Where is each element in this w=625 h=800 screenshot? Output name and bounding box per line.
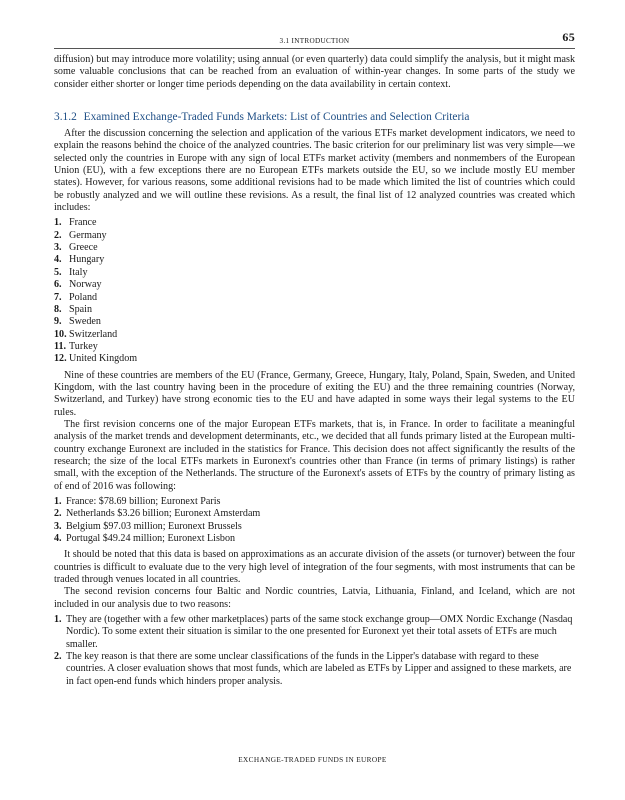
list-text: Germany bbox=[69, 229, 107, 241]
section-title: Examined Exchange-Traded Funds Markets: List of Countries and Selection Criteria bbox=[83, 111, 470, 124]
running-head bbox=[54, 30, 575, 46]
list-number: 12. bbox=[54, 353, 67, 365]
list-number: 4. bbox=[54, 254, 62, 266]
country-list-item bbox=[54, 254, 575, 266]
list-number: 4. bbox=[54, 533, 62, 545]
list-number: 9. bbox=[54, 316, 62, 328]
list-text: Italy bbox=[69, 266, 88, 278]
paragraph-5: The second revision concerns four Baltic and Nordic countries, Latvia, Lithuania, Finland, and Iceland, which are not included in our analysis due to two reasons: bbox=[54, 586, 575, 610]
list-number: 7. bbox=[54, 291, 62, 303]
country-list-item bbox=[54, 267, 575, 279]
asset-list-item bbox=[54, 521, 575, 533]
asset-list-item bbox=[54, 533, 575, 545]
list-text: Spain bbox=[69, 303, 92, 315]
list-number: 6. bbox=[54, 279, 62, 291]
reason-list-item bbox=[54, 614, 575, 651]
list-text: France: $78.69 billion; Euronext Paris bbox=[66, 496, 221, 507]
list-number: 3. bbox=[54, 520, 62, 532]
list-text: Poland bbox=[69, 291, 98, 303]
list-text: Hungary bbox=[69, 254, 105, 266]
country-list-item bbox=[54, 304, 575, 316]
list-number: 2. bbox=[54, 229, 62, 241]
country-list bbox=[54, 217, 575, 365]
section-number: 3.1.2 bbox=[54, 111, 77, 124]
header-rule bbox=[54, 48, 575, 49]
country-list-item bbox=[54, 316, 575, 328]
asset-list-item bbox=[54, 508, 575, 520]
list-number: 8. bbox=[54, 303, 62, 315]
list-text: Switzerland bbox=[69, 328, 118, 340]
list-text: Greece bbox=[69, 242, 98, 254]
list-text: United Kingdom bbox=[69, 353, 138, 365]
country-list-item bbox=[54, 217, 575, 229]
paragraph-1: After the discussion concerning the selection and application of the various ETFs market development indicators, we need to explain the reasons behind the choice of the analyzed countries. The basic criterion for our preliminary list was very simple—we selected only the countries in Europe with any sign of local ETFs market activity (members and nonmembers of the European Union (EU), with a few exceptions there are no European ETFs markets outside the EU, so we include mostly EU member states). However, for various reasons, some additional revisions had to be made which limited the list of countries which could be robustly analyzed and we will outline these revisions. As a result, the final list of 12 analyzed countries was created which includes: bbox=[54, 128, 575, 214]
list-number: 11. bbox=[54, 340, 67, 352]
list-text: Netherlands $3.26 billion; Euronext Amsterdam bbox=[66, 508, 261, 520]
running-title: 3.1 INTRODUCTION bbox=[279, 37, 350, 45]
intro-paragraph: diffusion) but may introduce more volatility; using annual (or even quarterly) data could simplify the analysis, but it might mask some valuable conclusions that can be reached from an evaluation of within-year changes. In some parts of the study we consider either shorter or longer time periods depending on the data availability in certain context. bbox=[54, 54, 575, 90]
list-number: 2. bbox=[54, 651, 62, 663]
list-number: 1. bbox=[54, 614, 62, 626]
running-footer: EXCHANGE-TRADED FUNDS IN EUROPE bbox=[238, 755, 387, 764]
euronext-assets-list bbox=[54, 496, 575, 545]
page-number: 65 bbox=[562, 30, 575, 44]
asset-list-item bbox=[54, 496, 575, 508]
list-text: Portugal $49.24 million; Euronext Lisbon bbox=[66, 533, 236, 545]
list-number: 3. bbox=[54, 242, 62, 254]
reason-list-item bbox=[54, 651, 575, 688]
list-text: Norway bbox=[69, 279, 102, 291]
paragraph-2: Nine of these countries are members of the EU (France, Germany, Greece, Hungary, Italy, Poland, Spain, Sweden, and United Kingdom, with the last country having been in the procedure of exiting the EU) and the three remaining countries (Norway, Switzerland, and Turkey) have strong economic ties to the EU and have adapted in some ways their legal systems to the EU rules. bbox=[54, 369, 575, 418]
list-text: The key reason is that there are some unclear classifications of the funds in the Lipper's database with regard to these countries. A closer evaluation shows that most funds, which are labeled as ETFs by Lipper and assigned to these markets, are in fact open-end funds which hinders proper analysis. bbox=[66, 651, 572, 687]
paragraph-4: It should be noted that this data is based on approximations as an accurate division of the assets (or turnover) between the four countries is difficult to evaluate due to the very high level of integration of the four segments, with most instruments that can be traded through venues located in all countries. bbox=[54, 549, 575, 586]
list-text: They are (together with a few other marketplaces) parts of the same stock exchange group—OMX Nordic Exchange (Nasdaq Nordic). To some extent their situation is similar to the one presented for Euronext yet their total assets of ETFs are much smaller. bbox=[66, 614, 573, 650]
country-list-item bbox=[54, 292, 575, 304]
paragraph-3: The first revision concerns one of the major European ETFs markets, that is, in France. In order to facilitate a meaningful analysis of the market trends and development determinants, etc., we decided that all funds primary listed at the European multi-country exchange Euronext are included in the statistics for France. This decision does not affect significantly the results of the research; the size of the local ETFs markets in Euronext's countries other than France (in terms of primary listings) is rather small, with the exception of the Netherlands. The structure of the Euronext's assets of ETFs by the country of primary listing as of end of 2016 was following: bbox=[54, 418, 575, 492]
list-text: France bbox=[69, 217, 97, 229]
page bbox=[54, 30, 575, 692]
list-number: 1. bbox=[54, 217, 62, 229]
country-list-item bbox=[54, 242, 575, 254]
list-number: 2. bbox=[54, 508, 62, 520]
country-list-item bbox=[54, 230, 575, 242]
list-number: 1. bbox=[54, 496, 62, 507]
country-list-item bbox=[54, 353, 575, 365]
list-number: 10. bbox=[54, 328, 67, 340]
list-text: Belgium $97.03 million; Euronext Brussels bbox=[66, 520, 242, 532]
list-text: Sweden bbox=[69, 316, 101, 328]
country-list-item bbox=[54, 341, 575, 353]
list-number: 5. bbox=[54, 266, 62, 278]
country-list-item bbox=[54, 329, 575, 341]
country-list-item bbox=[54, 279, 575, 291]
section-heading bbox=[54, 110, 575, 124]
reasons-list bbox=[54, 614, 575, 688]
list-text: Turkey bbox=[69, 340, 98, 352]
